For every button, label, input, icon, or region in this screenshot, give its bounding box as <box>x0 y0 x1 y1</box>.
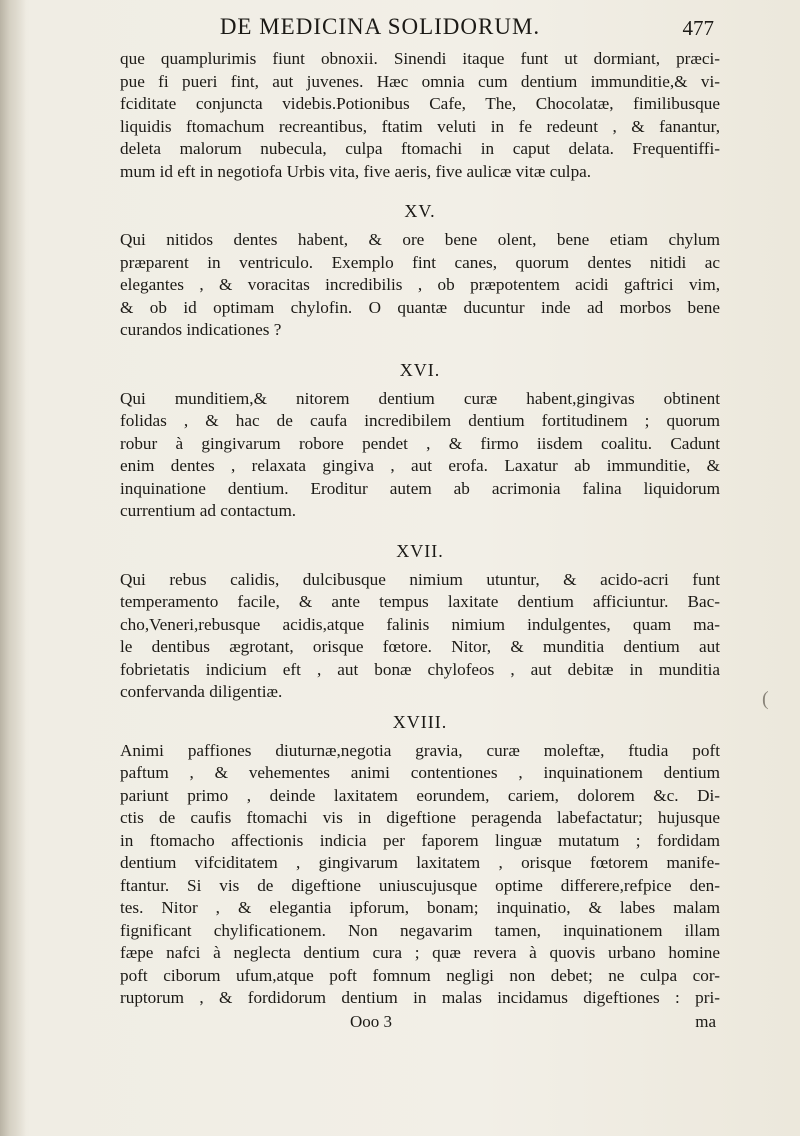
text-line: paftum , & vehementes animi contentiones , inquinationem dentium <box>120 763 720 782</box>
text-line: le dentibus ægrotant, orisque fœtore. Nitor, & munditia dentium aut <box>120 637 720 656</box>
text-line: temperamento facile, & ante tempus laxitate dentium afficiuntur. Bac- <box>120 592 720 611</box>
binding-shadow <box>0 0 26 1136</box>
text-line: curandos indicationes ? <box>120 320 282 339</box>
text-line: pariunt primo , deinde laxitatem eorundem, cariem, dolorem &c. Di- <box>120 785 720 805</box>
running-head: DE MEDICINA SOLIDORUM. <box>219 14 541 39</box>
text-line: pue fi pueri fint, aut juvenes. Hæc omnia cum dentium immunditie,& vi- <box>120 71 720 91</box>
paragraph-xv <box>120 229 720 342</box>
text-line: fciditate conjuncta videbis.Potionibus Cafe, The, Chocolatæ, fimilibusque <box>120 94 720 113</box>
section-heading-xv: XV. <box>404 201 436 221</box>
text-line: dentium vifciditatem , gingivarum laxitatem , orisque fœtorem manife- <box>120 853 720 872</box>
catchword: ma <box>695 1011 716 1031</box>
paragraph-xvii <box>120 569 720 704</box>
text-line: deleta malorum nubecula, culpa ftomachi in caput delata. Frequentiffi- <box>120 139 720 158</box>
text-line: elegantes , & voracitas incredibilis , ob præpotentem acidi gaftrici vim, <box>120 275 720 294</box>
section-heading-xvi: XVI. <box>399 359 441 380</box>
text-line: cho,Veneri,rebusque acidis,atque falinis nimium indulgentes, quam ma- <box>120 614 720 634</box>
margin-mark: ( <box>762 688 769 710</box>
paragraph-xvi <box>120 388 720 523</box>
text-line: mum id eft in negotiofa Urbis vita, five aeris, five aulicæ vitæ culpa. <box>120 161 592 181</box>
text-line: confervanda diligentiæ. <box>120 682 283 701</box>
text-line: ftantur. Si vis de digeftione uniuscujusque optime differere,refpice den- <box>120 875 720 895</box>
section-heading-xvii: XVII. <box>396 540 444 561</box>
footer-line <box>120 1010 720 1034</box>
paragraph-intro <box>120 48 720 183</box>
text-line: que quamplurimis fiunt obnoxii. Sinendi itaque funt ut dormiant, præci- <box>120 49 720 68</box>
text-line: Animi paffiones diuturnæ,negotia gravia, curæ moleftæ, ftudia poft <box>120 740 720 760</box>
text-block <box>120 48 720 1034</box>
section-heading-xviii: XVIII. <box>392 711 448 732</box>
text-line: poft ciborum ufum,atque poft fomnum negligi non debet; ne culpa cor- <box>120 965 720 985</box>
text-line: ruptorum , & fordidorum dentium in malas incidamus digeftiones : pri- <box>120 988 720 1007</box>
text-line: ctis de caufis ftomachi vis in digeftione peragenda labefactatur; hujusque <box>120 808 720 827</box>
text-line: liquidis ftomachum recreantibus, ftatim veluti in fe redeunt , & fanantur, <box>120 116 720 136</box>
text-line: Qui nitidos dentes habent, & ore bene olent, bene etiam chylum <box>120 230 720 249</box>
paragraph-xviii <box>120 740 720 1010</box>
text-line: inquinatione dentium. Eroditur autem ab acrimonia falina liquidorum <box>120 478 720 498</box>
text-line: folidas , & hac de caufa incredibilem dentium fortitudinem ; quorum <box>120 411 720 430</box>
text-line: currentium ad contactum. <box>120 501 297 520</box>
text-line: Qui munditiem,& nitorem dentium curæ habent,gingivas obtinent <box>120 388 720 408</box>
text-line: præparent in ventriculo. Exemplo fint canes, quorum dentes nitidi ac <box>120 252 720 272</box>
text-line: in ftomacho affectionis indicia per faporem linguæ mutatum ; fordidam <box>120 830 720 850</box>
text-line: robur à gingivarum robore pendet , & firmo iisdem coalitu. Cadunt <box>120 433 720 453</box>
signature-mark: Ooo 3 <box>350 1011 393 1031</box>
text-line: fæpe nafci à neglecta dentium cura ; quæ revera à quovis urbano homine <box>120 943 720 962</box>
page-number: 477 <box>682 16 714 40</box>
text-line: tes. Nitor , & elegantia ipforum, bonam; inquinatio, & labes malam <box>120 898 720 917</box>
text-line: fignificant chylificationem. Non negavarim tamen, inquinationem illam <box>120 920 720 940</box>
text-line: enim dentes , relaxata gingiva , aut erofa. Laxatur ab immunditie, & <box>120 456 720 475</box>
text-line: fobrietatis indicium eft , aut bonæ chylofeos , aut debitæ in munditia <box>120 659 720 679</box>
text-line: & ob id optimam chylofin. O quantæ ducuntur inde ad morbos bene <box>120 297 720 317</box>
text-line: Qui rebus calidis, dulcibusque nimium utuntur, & acido-acri funt <box>120 569 720 589</box>
